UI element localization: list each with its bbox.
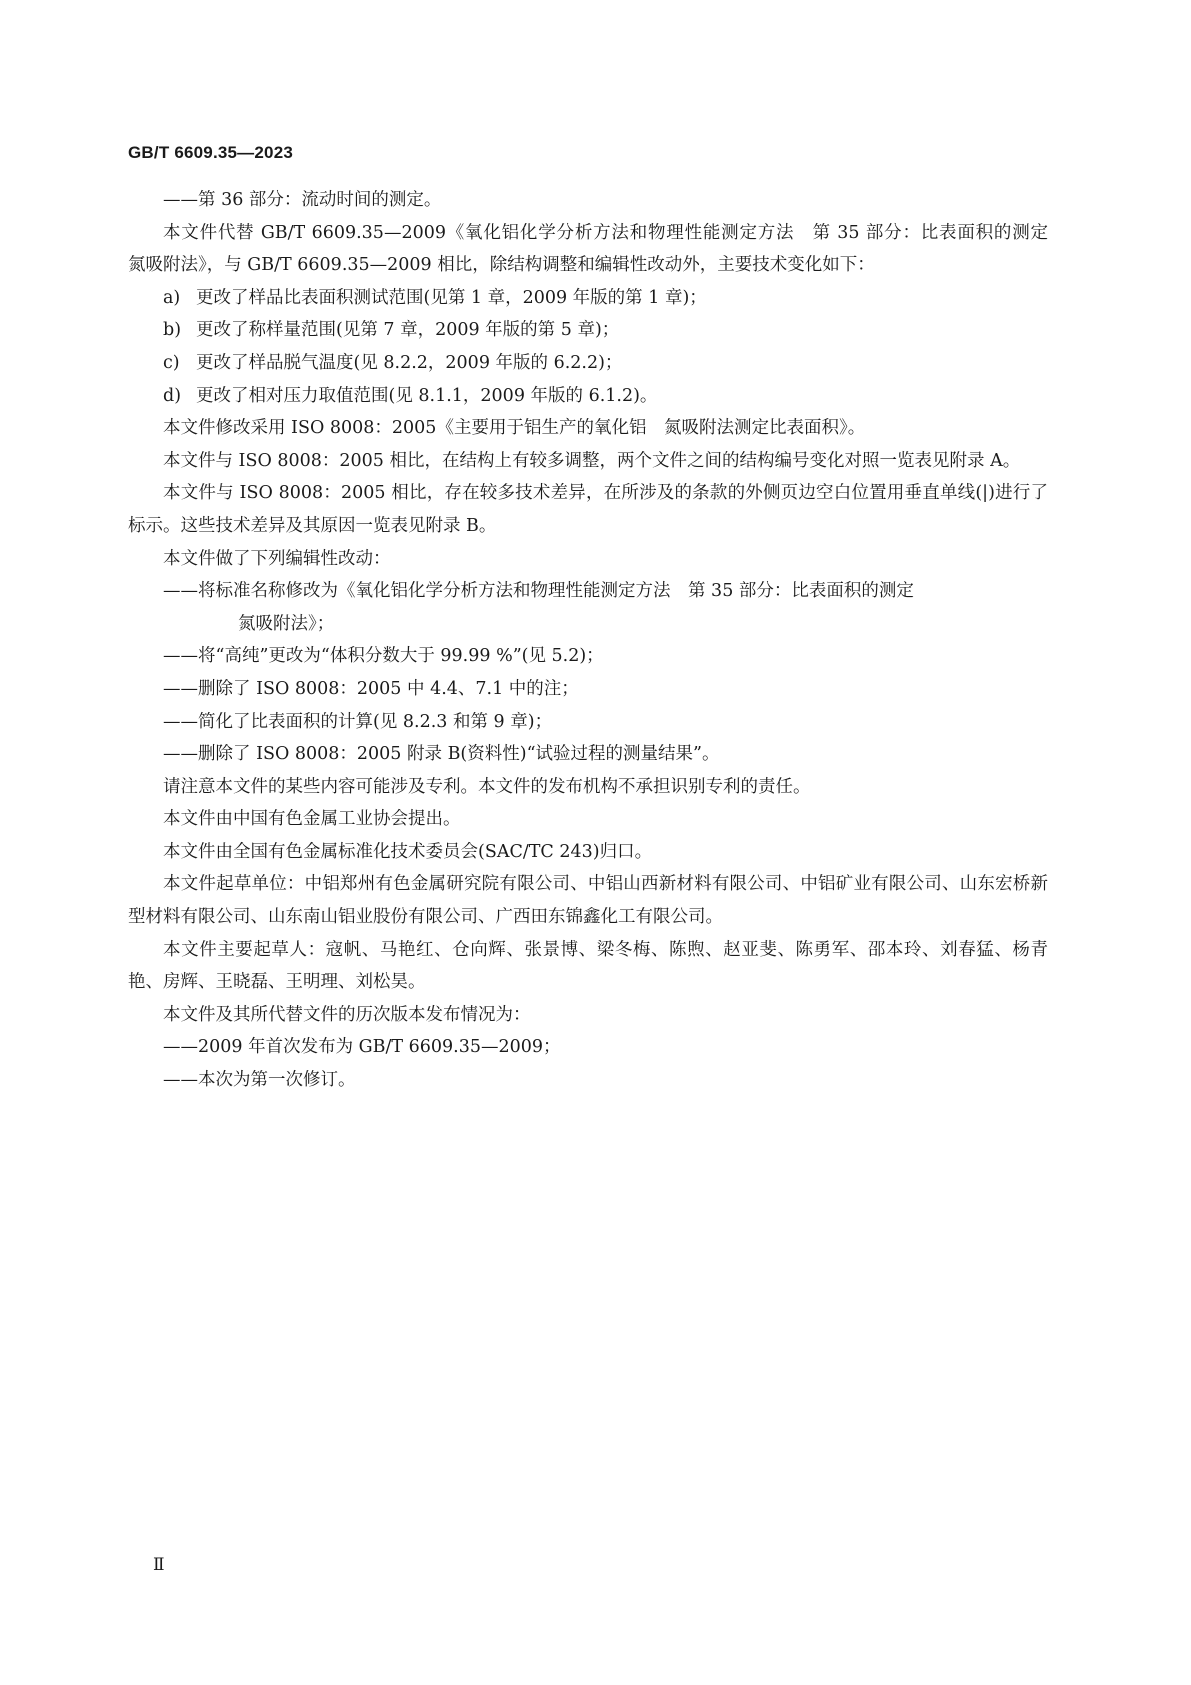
drafting-units-paragraph: 本文件起草单位：中铝郑州有色金属研究院有限公司、中铝山西新材料有限公司、中铝矿业有限公司、山东宏桥新型材料有限公司、山东南山铝业股份有限公司、广西田东锦鑫化工有限公司。 [128,874,1048,928]
editorial-item-line: ——将标准名称修改为《氧化铝化学分析方法和物理性能测定方法 第 35 部分：比表面积的测定 [163,581,914,602]
list-text: 更改了样品比表面积测试范围(见第 1 章，2009 年版的第 1 章)； [196,287,707,308]
structure-paragraph: 本文件与 ISO 8008：2005 相比，在结构上有较多调整，两个文件之间的结构编号变化对照一览表见附录 A。 [163,450,1021,471]
list-marker: a) [163,287,181,308]
replacement-paragraph: 本文件代替 GB/T 6609.35—2009《氧化铝化学分析方法和物理性能测定方法 第 35 部分：比表面积的测定 氮吸附法》，与 GB/T 6609.35—2009 相比，除结构调整和编辑性改动外，主要技术变化如下： [128,222,1066,276]
change-item-d [128,380,1048,413]
patent-notice: 请注意本文件的某些内容可能涉及专利。本文件的发布机构不承担识别专利的责任。 [163,776,811,797]
technical-difference-paragraph: 本文件与 ISO 8008：2005 相比，存在较多技术差异，在所涉及的条款的外侧页边空白位置用垂直单线(|)进行了标示。这些技术差异及其原因一览表见附录 B。 [128,483,1048,536]
list-marker: c) [163,352,180,373]
centralized-unit-paragraph: 本文件由全国有色金属标准化技术委员会(SAC/TC 243)归口。 [163,841,653,862]
list-marker: d) [163,385,182,406]
proposer-paragraph: 本文件由中国有色金属工业协会提出。 [163,809,461,830]
editorial-item [128,575,1048,640]
list-text: 更改了称样量范围(见第 7 章，2009 年版的第 5 章)； [196,320,620,341]
editorial-item: ——简化了比表面积的计算(见 8.2.3 和第 9 章)； [163,711,553,732]
adoption-paragraph: 本文件修改采用 ISO 8008：2005《主要用于铝生产的氧化铝 氮吸附法测定比表面积》。 [163,418,866,439]
history-intro: 本文件及其所代替文件的历次版本发布情况为： [163,1004,531,1025]
page-number: Ⅱ [153,1555,165,1575]
editorial-item: ——将“高纯”更改为“体积分数大于 99.99 %”(见 5.2)； [163,646,604,667]
dash-item-part36: ——第 36 部分：流动时间的测定。 [163,190,442,210]
change-item-c [128,347,1048,380]
change-item-a [128,282,1048,315]
editorial-item: ——删除了 ISO 8008：2005 附录 B(资料性)“试验过程的测量结果”。 [163,744,720,765]
drafters-paragraph: 本文件主要起草人：寇帆、马艳红、仓向辉、张景博、梁冬梅、陈煦、赵亚斐、陈勇军、邵本玲、刘春猛、杨青艳、房辉、王晓磊、王明理、刘松昊。 [128,939,1048,993]
document-code: GB/T 6609.35—2023 [128,143,293,162]
foreword-body [128,184,1066,1097]
editorial-changes-intro: 本文件做了下列编辑性改动： [163,548,391,569]
history-item: ——2009 年首次发布为 GB/T 6609.35—2009； [163,1037,561,1058]
list-text: 更改了样品脱气温度(见 8.2.2，2009 年版的 6.2.2)； [196,352,623,373]
editorial-item: ——删除了 ISO 8008：2005 中 4.4、7.1 中的注； [163,678,579,699]
list-text: 更改了相对压力取值范围(见 8.1.1，2009 年版的 6.1.2)。 [196,385,658,406]
change-item-b [128,314,1048,347]
history-item: ——本次为第一次修订。 [163,1070,356,1091]
editorial-item-continuation: 氮吸附法》； [238,613,335,634]
list-marker: b) [163,320,182,341]
